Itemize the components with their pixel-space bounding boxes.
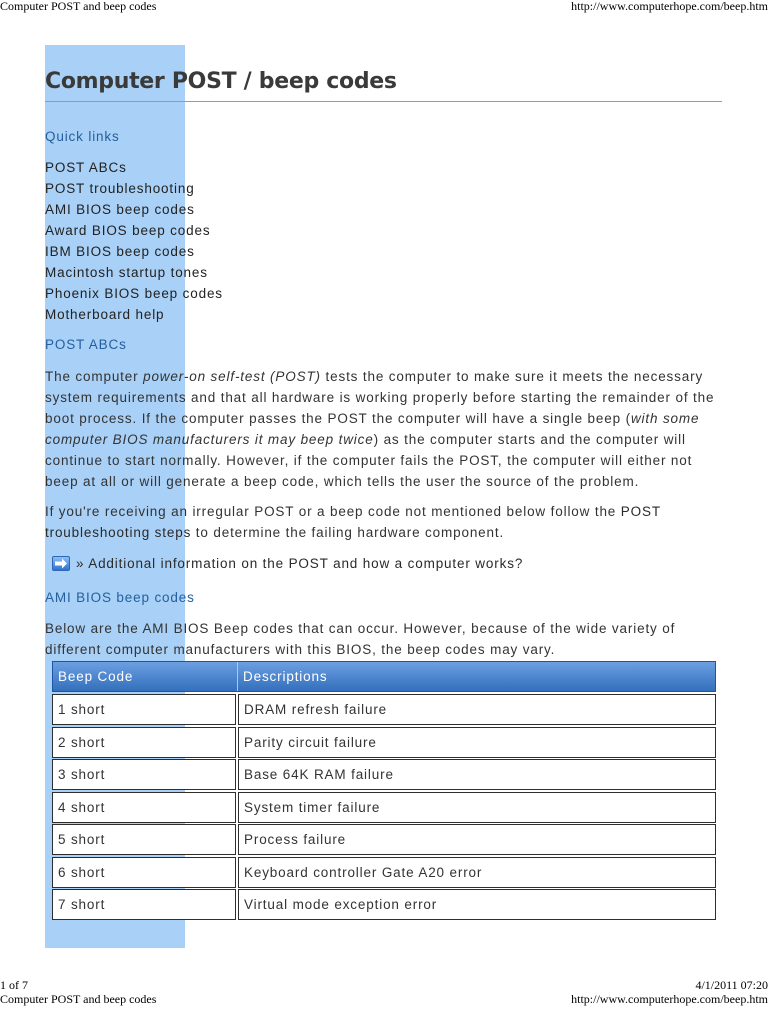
- paragraph-line: [45, 429, 714, 450]
- quick-links-heading: Quick links: [45, 129, 120, 144]
- troubleshooting-paragraph: [45, 501, 661, 543]
- quick-link-ami-bios[interactable]: AMI BIOS beep codes: [45, 202, 195, 217]
- beep-code-cell: 2 short: [52, 727, 236, 758]
- title-divider: [45, 101, 722, 102]
- paragraph-line: [45, 501, 661, 522]
- beep-code-cell: 6 short: [52, 857, 236, 888]
- text-run: ) as the computer starts and the computer will: [373, 432, 686, 447]
- text-run: tests the computer to make sure it meets the necessary: [320, 369, 704, 384]
- column-header-descriptions: Descriptions: [237, 662, 715, 691]
- print-footer-title: Computer POST and beep codes: [0, 992, 157, 1006]
- beep-code-cell: 4 short: [52, 792, 236, 823]
- text-run: continue to start normally. However, if the computer fails the POST, the computer will either not: [45, 453, 693, 468]
- post-troubleshooting-link[interactable]: POST: [620, 504, 661, 519]
- beep-code-cell: 7 short: [52, 889, 236, 920]
- text-run: beep at all or will generate a beep code, which tells the user the source of the problem.: [45, 474, 640, 489]
- description-cell: Keyboard controller Gate A20 error: [238, 857, 716, 888]
- table-body: [52, 694, 716, 920]
- description-cell: Virtual mode exception error: [238, 889, 716, 920]
- quick-link-motherboard-help[interactable]: Motherboard help: [45, 307, 165, 322]
- arrow-right-glyph: [54, 558, 68, 569]
- paragraph-line: [45, 522, 661, 543]
- text-run: boot process. If the computer passes the POST the computer will have a single beep (: [45, 411, 631, 426]
- arrow-right-icon: [52, 556, 70, 571]
- paragraph-line: Below are the AMI BIOS Beep codes that can occur. However, because of the wide variety of: [45, 621, 676, 636]
- italic-term: power-on self-test (POST): [143, 369, 321, 384]
- ami-bios-heading: AMI BIOS beep codes: [45, 590, 195, 605]
- paragraph-line: [45, 387, 714, 408]
- page-title: Computer POST / beep codes: [45, 69, 397, 94]
- ami-bios-intro: [45, 618, 675, 660]
- description-cell: Base 64K RAM failure: [238, 759, 716, 790]
- additional-info-link[interactable]: » Additional information on the POST and how a computer works?: [76, 556, 524, 571]
- paragraph-line: different computer manufacturers with this BIOS, the beep codes may vary.: [45, 642, 556, 657]
- column-header-beep-code: Beep Code: [58, 669, 134, 684]
- paragraph-line: [45, 471, 714, 492]
- beep-code-cell: 1 short: [52, 694, 236, 725]
- description-cell: Process failure: [238, 824, 716, 855]
- italic-note: with some: [630, 411, 700, 426]
- quick-link-post-abcs[interactable]: POST ABCs: [45, 160, 127, 175]
- italic-note: computer BIOS manufacturers it may beep twice: [45, 432, 374, 447]
- text-run: The computer: [45, 369, 144, 384]
- additional-info-row: [52, 553, 523, 574]
- description-cell: DRAM refresh failure: [238, 694, 716, 725]
- print-footer-datetime: 4/1/2011 07:20: [695, 978, 768, 992]
- ami-beep-code-table: [52, 661, 716, 920]
- print-header-url: http://www.computerhope.com/beep.htm: [571, 0, 768, 13]
- text-run: system requirements and that all hardware is working properly before starting the remainder of the: [45, 390, 715, 405]
- paragraph-line: [45, 450, 714, 471]
- quick-links-list: [45, 157, 223, 325]
- beep-code-cell: 3 short: [52, 759, 236, 790]
- quick-link-ibm-bios[interactable]: IBM BIOS beep codes: [45, 244, 195, 259]
- table-header-row: [52, 661, 716, 692]
- paragraph-line: [45, 408, 714, 429]
- description-cell: Parity circuit failure: [238, 727, 716, 758]
- quick-link-phoenix-bios[interactable]: Phoenix BIOS beep codes: [45, 286, 223, 301]
- description-cell: System timer failure: [238, 792, 716, 823]
- print-footer-page-number: 1 of 7: [0, 978, 28, 992]
- print-header-title: Computer POST and beep codes: [0, 0, 157, 13]
- post-troubleshooting-link[interactable]: troubleshooting steps: [45, 525, 192, 540]
- quick-link-macintosh-tones[interactable]: Macintosh startup tones: [45, 265, 208, 280]
- post-abcs-heading: POST ABCs: [45, 337, 127, 352]
- text-run: to determine the failing hardware component.: [191, 525, 505, 540]
- quick-link-award-bios[interactable]: Award BIOS beep codes: [45, 223, 211, 238]
- print-footer-url: http://www.computerhope.com/beep.htm: [571, 992, 768, 1006]
- beep-code-cell: 5 short: [52, 824, 236, 855]
- post-abcs-paragraph: [45, 366, 714, 492]
- quick-link-post-troubleshooting[interactable]: POST troubleshooting: [45, 181, 195, 196]
- text-run: If you're receiving an irregular POST or a beep code not mentioned below follow the: [45, 504, 621, 519]
- paragraph-line: [45, 366, 714, 387]
